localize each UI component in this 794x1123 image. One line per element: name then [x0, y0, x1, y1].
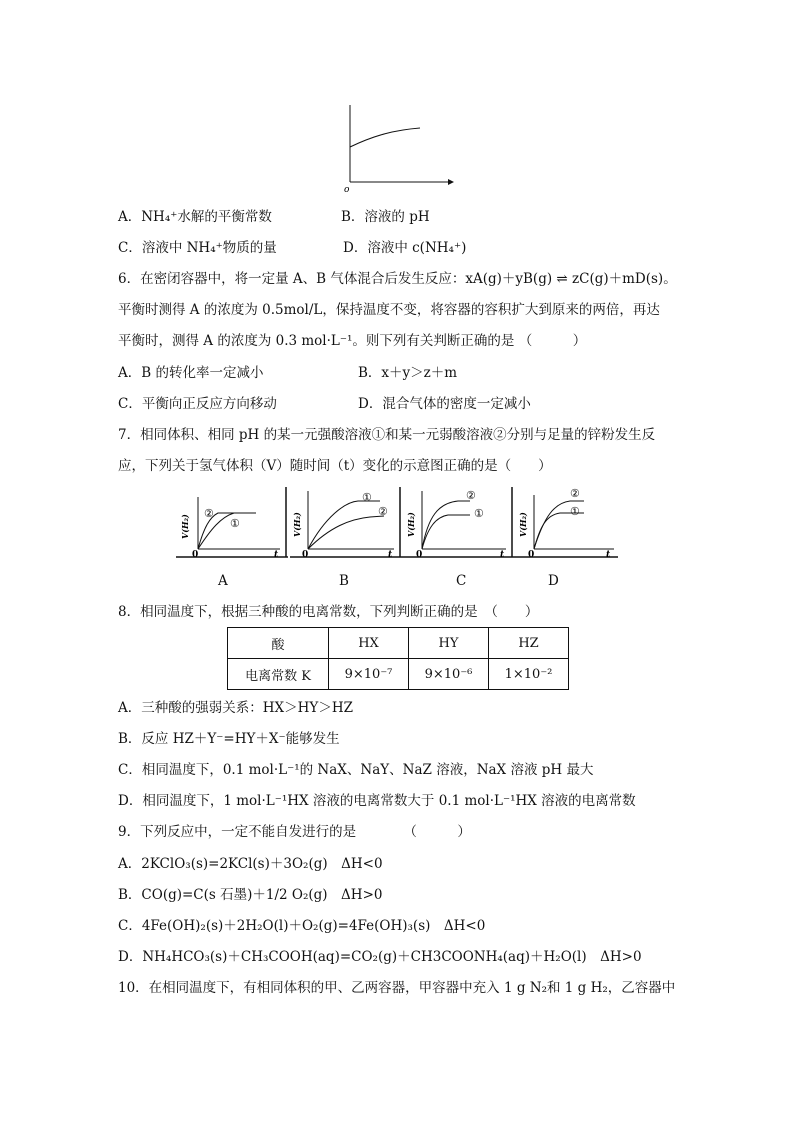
q7-graph-c — [402, 487, 514, 559]
q7-label-b: B — [339, 573, 349, 589]
q5-option-d: D．溶液中 c(NH₄⁺) — [343, 240, 467, 256]
q7-b-ylabel: V(H₂) — [292, 512, 302, 537]
q7-c-xlabel: t — [500, 550, 505, 559]
top-graph-origin: o — [344, 185, 350, 195]
q7-b-curve2: ② — [378, 505, 388, 518]
q7-label-c: C — [456, 573, 467, 589]
q8-option-b: B．反应 HZ＋Y⁻=HY＋X⁻能够发生 — [118, 731, 340, 747]
q7-d-curve2: ② — [570, 487, 580, 500]
q7-c-curve1: ① — [474, 507, 484, 520]
q5-option-c: C．溶液中 NH₄⁺物质的量 — [118, 240, 277, 256]
table-cell: 9×10⁻⁶ — [409, 659, 489, 690]
q6-option-b: B．x＋y＞z＋m — [358, 365, 458, 381]
q7-d-ylabel: V(H₂) — [518, 512, 528, 537]
q8-option-a: A．三种酸的强弱关系：HX＞HY＞HZ — [118, 700, 353, 716]
table-cell: HZ — [489, 628, 569, 659]
table-cell: 9×10⁻⁷ — [329, 659, 409, 690]
q9-stem: 9．下列反应中，一定不能自发进行的是 （ ） — [118, 824, 471, 840]
q8-option-d: D．相同温度下，1 mol·L⁻¹HX 溶液的电离常数大于 0.1 mol·L⁻¹HX 溶液的电离常数 — [118, 793, 636, 809]
ionization-constant-table — [227, 627, 569, 690]
q10-stem: 10．在相同温度下，有相同体积的甲、乙两容器，甲容器中充入 1 g N₂和 1 g H₂，乙容器中 — [118, 980, 676, 996]
table-cell: 酸 — [228, 628, 329, 659]
q5-option-b: B．溶液的 pH — [341, 209, 430, 225]
q9-option-c: C．4Fe(OH)₂(s)＋2H₂O(l)＋O₂(g)=4Fe(OH)₃(s) ΔH<0 — [118, 918, 486, 934]
q7-a-curve2: ② — [204, 507, 214, 520]
table-cell: 1×10⁻² — [489, 659, 569, 690]
q7-c-curve2: ② — [466, 489, 476, 502]
q7-a-curve1: ① — [230, 517, 240, 530]
q6-stem-1: 6．在密闭容器中，将一定量 A、B 气体混合后发生反应：xA(g)＋yB(g) ⇌ zC(g)＋mD(s)。 — [118, 271, 677, 287]
table-cell: HX — [329, 628, 409, 659]
table-cell: 电离常数 K — [228, 659, 329, 690]
q9-option-d: D．NH₄HCO₃(s)＋CH₃COOH(aq)=CO₂(g)＋CH3COONH₄(aq)＋H₂O(l) ΔH>0 — [118, 949, 642, 965]
table-row — [228, 659, 569, 690]
q6-stem-2: 平衡时测得 A 的浓度为 0.5mol/L，保持温度不变，将容器的容积扩大到原来的两倍，再达 — [118, 302, 660, 318]
q7-c-origin: 0 — [416, 550, 423, 559]
q7-a-origin: 0 — [192, 550, 199, 559]
q7-graph-a — [176, 487, 288, 559]
q6-option-a: A．B 的转化率一定减小 — [118, 365, 264, 381]
q7-label-d: D — [548, 573, 559, 589]
q7-b-xlabel: t — [388, 550, 393, 559]
top-graph — [330, 100, 460, 195]
q7-a-xlabel: t — [274, 550, 279, 559]
q6-option-c: C．平衡向正反应方向移动 — [118, 396, 277, 412]
q7-stem-2: 应，下列关于氢气体积（V）随时间（t）变化的示意图正确的是（ ） — [118, 458, 552, 474]
q7-d-curve1: ① — [570, 505, 580, 518]
q7-b-origin: 0 — [302, 550, 309, 559]
q9-option-a: A．2KClO₃(s)=2KCl(s)＋3O₂(g) ΔH<0 — [118, 856, 383, 872]
q7-d-origin: 0 — [528, 550, 535, 559]
q7-stem-1: 7．相同体积、相同 pH 的某一元强酸溶液①和某一元弱酸溶液②分别与足量的锌粉发生反 — [118, 427, 656, 443]
q7-a-ylabel: V(H₂) — [180, 514, 190, 539]
table-row — [228, 628, 569, 659]
q7-label-a: A — [218, 573, 228, 589]
q6-option-d: D．混合气体的密度一定减小 — [358, 396, 531, 412]
q7-graph-d — [514, 487, 618, 559]
q9-option-b: B．CO(g)=C(s 石墨)＋1/2 O₂(g) ΔH>0 — [118, 887, 383, 903]
table-cell: HY — [409, 628, 489, 659]
q7-b-curve1: ① — [362, 491, 372, 504]
q6-stem-3: 平衡时，测得 A 的浓度为 0.3 mol·L⁻¹。则下列有关判断正确的是 （ ） — [118, 333, 587, 349]
q7-c-ylabel: V(H₂) — [406, 512, 416, 537]
q5-option-a: A．NH₄⁺水解的平衡常数 — [118, 209, 272, 225]
q8-option-c: C．相同温度下，0.1 mol·L⁻¹的 NaX、NaY、NaZ 溶液，NaX 溶液 pH 最大 — [118, 762, 594, 778]
q7-graph-b — [290, 487, 402, 559]
q7-d-xlabel: t — [606, 550, 611, 559]
q8-stem: 8．相同温度下，根据三种酸的电离常数，下列判断正确的是 （ ） — [118, 604, 539, 620]
